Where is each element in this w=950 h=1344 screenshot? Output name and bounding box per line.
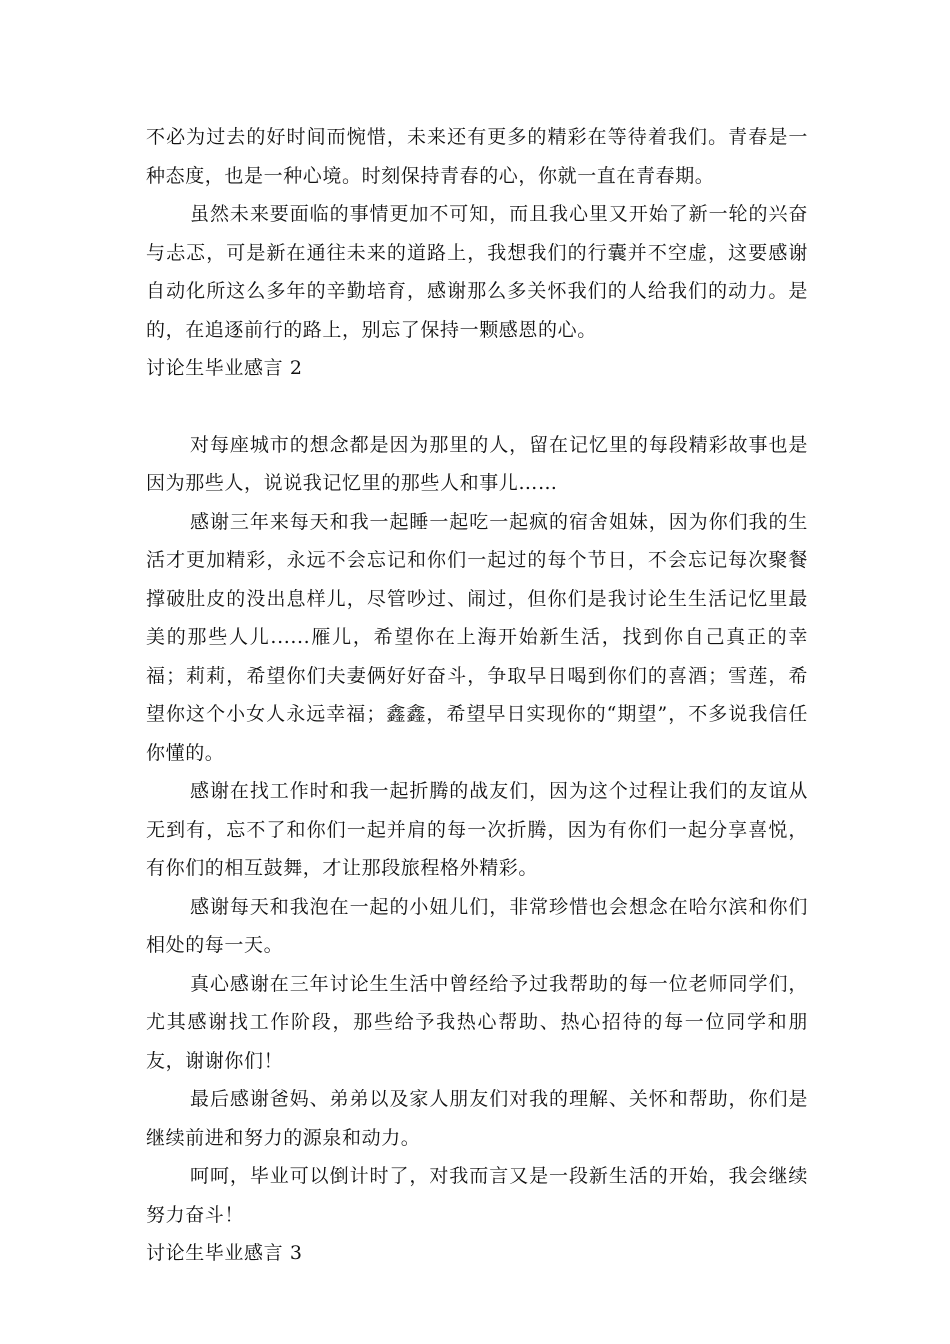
blank-line — [146, 388, 808, 426]
paragraph-teachers: 真心感谢在三年讨论生生活中曾经给予过我帮助的每一位老师同学们，尤其感谢找工作阶段，那些给予我热心帮助、热心招待的每一位同学和朋友，谢谢你们！ — [146, 972, 808, 1072]
section-heading-3: 讨论生毕业感言 3 — [146, 1242, 303, 1264]
paragraph-gratitude: 虽然未来要面临的事情更加不可知，而且我心里又开始了新一轮的兴奋与忐忑，可是新在通往未来的道路上，我想我们的行囊并不空虚，这要感谢自动化所这么多年的辛勤培育，感谢那么多关怀我们的人给我们的动力。是的，在追逐前行的路上，别忘了保持一颗感恩的心。 — [146, 203, 808, 341]
paragraph-city-memories: 对每座城市的想念都是因为那里的人，留在记忆里的每段精彩故事也是因为那些人，说说我记忆里的那些人和事儿…… — [146, 433, 808, 494]
paragraph-job-hunting: 感谢在找工作时和我一起折腾的战友们，因为这个过程让我们的友谊从无到有，忘不了和你们一起并肩的每一次折腾，因为有你们一起分享喜悦，有你们的相互鼓舞，才让那段旅程格外精彩。 — [146, 780, 808, 879]
paragraph-countdown: 呵呵，毕业可以倒计时了，对我而言又是一段新生活的开始，我会继续努力奋斗！ — [146, 1165, 808, 1226]
paragraph-friends-harbin: 感谢每天和我泡在一起的小妞儿们，非常珍惜也会想念在哈尔滨和你们相处的每一天。 — [146, 895, 808, 956]
document-page — [146, 118, 808, 1273]
paragraph-family: 最后感谢爸妈、弟弟以及家人朋友们对我的理解、关怀和帮助，你们是继续前进和努力的源泉和动力。 — [146, 1088, 808, 1149]
paragraph-continued: 不必为过去的好时间而惋惜，未来还有更多的精彩在等待着我们。青春是一种态度，也是一种心境。时刻保持青春的心，你就一直在青春期。 — [146, 126, 808, 187]
section-heading-2: 讨论生毕业感言 2 — [146, 357, 303, 379]
paragraph-roommates: 感谢三年来每天和我一起睡一起吃一起疯的宿舍姐妹，因为你们我的生活才更加精彩，永远不会忘记和你们一起过的每个节日，不会忘记每次聚餐撑破肚皮的没出息样儿，尽管吵过、闹过，但你们是我讨论生生活记忆里最美的那些人儿......雁儿，希望你在上海开始新生活，找到你自己真正的幸福；莉莉，希望你们夫妻俩好好奋斗，争取早日喝到你们的喜酒；雪莲，希望你这个小女人永远幸福；鑫鑫，希望早日实现你的“期望”，不多说我信任你懂的。 — [146, 510, 808, 764]
